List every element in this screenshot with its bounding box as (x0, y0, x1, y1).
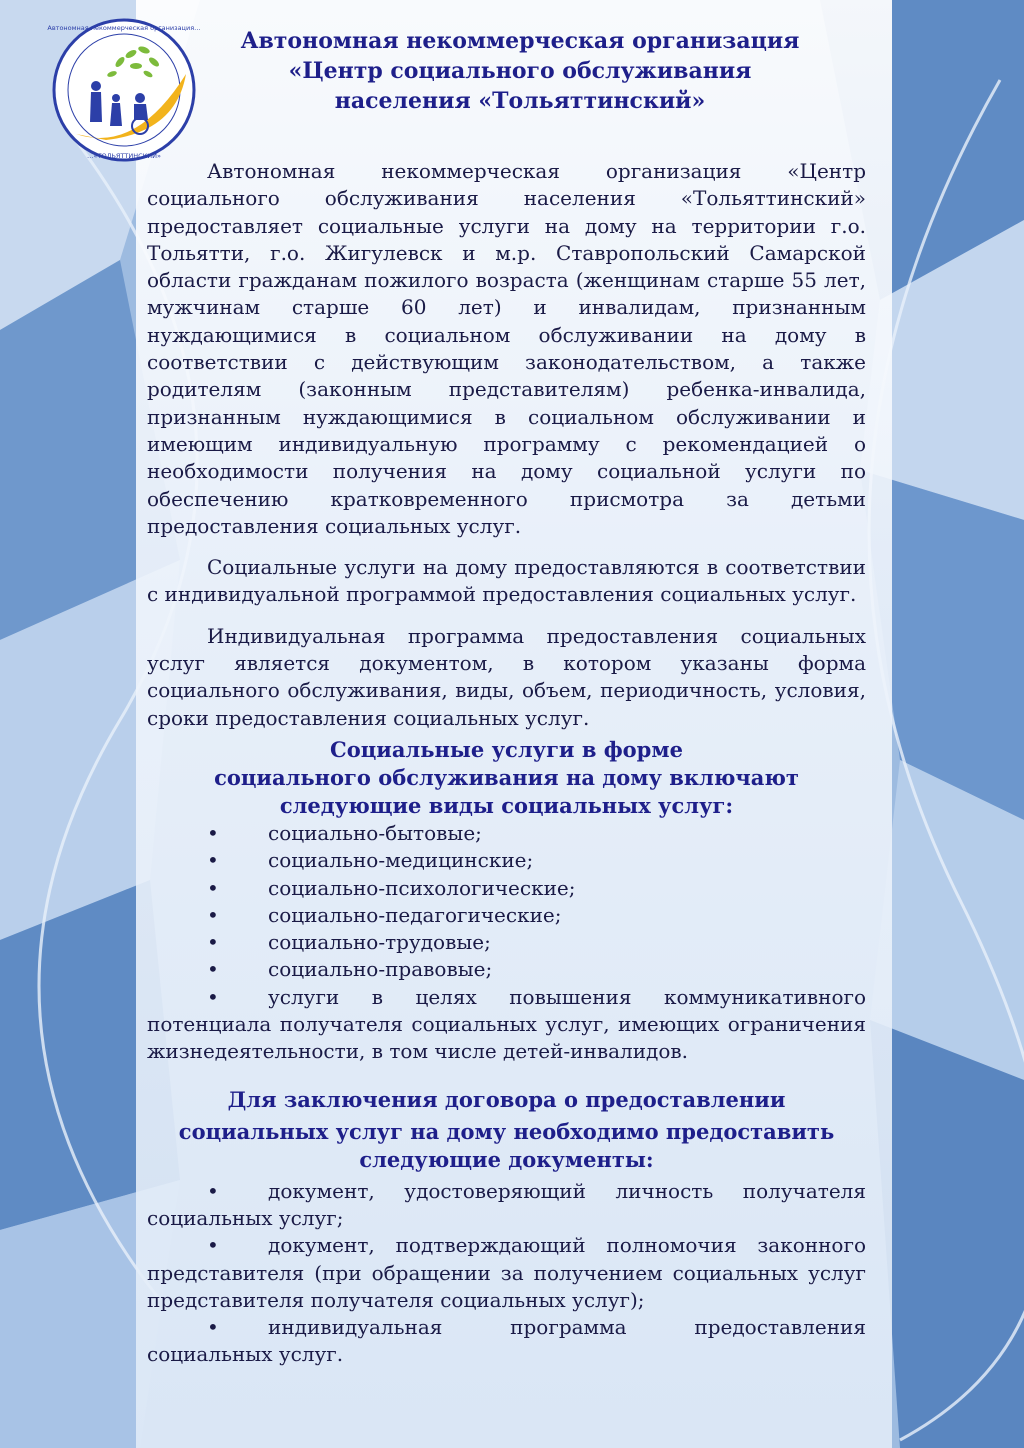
svg-text:…«ТОЛЬЯТТИНСКИЙ»: …«ТОЛЬЯТТИНСКИЙ» (87, 152, 161, 160)
list-item (147, 820, 866, 847)
list-item (147, 847, 866, 874)
bullet-icon: • (207, 984, 219, 1009)
list-item (147, 875, 866, 902)
bullet-icon: • (207, 957, 219, 982)
list-item-text: социально-правовые; (268, 957, 493, 982)
intro-paragraph-1: Автономная некоммерческая организация «Центр социального обслуживания населения «Тольяттинский» предоставляет социальные услуги на дому на территории г.о. Тольятти, г.о. Жигулевск и м.р. Ставропольский Самарской области гражданам пожилого возраста (женщинам старше 55 лет, мужчинам старше 60 лет) и инвалидам, признанным нуждающимися в социальном обслуживании на дому в соответствии с действующим законодательством, а также родителям (законным представителям) ребенка-инвалида, признанным нуждающимися в социальном обслуживании и имеющим индивидуальную программу с рекомендацией о необходимости получения на дому социальной услуги по обеспечению кратковременного присмотра за детьми предоставления социальных услуг. (147, 159, 866, 538)
documents-heading-line-3: следующие документы: (359, 1146, 654, 1172)
services-heading-line-2: социального обслуживания на дому включают (214, 764, 799, 790)
bullet-icon: • (207, 902, 219, 927)
bullet-icon: • (207, 930, 219, 955)
title-line-1: Автономная некоммерческая организация (240, 28, 800, 54)
list-item-text: социально-медицинские; (268, 848, 534, 873)
list-item-text: документ, удостоверяющий личность получателя социальных услуг; (147, 1178, 866, 1230)
documents-heading (147, 1086, 866, 1174)
bullet-icon: • (207, 1233, 219, 1258)
documents-heading-line-1: Для заключения договора о предоставлении (227, 1086, 786, 1112)
page-title (210, 26, 830, 116)
bullet-icon: • (207, 1315, 219, 1340)
intro-paragraph-2: Социальные услуги на дому предоставляются в соответствии с индивидуальной программой предоставления социальных услуг. (147, 555, 866, 607)
list-item (147, 1314, 866, 1369)
list-item (147, 1232, 866, 1314)
list-item (147, 929, 866, 956)
list-item-text: социально-трудовые; (268, 930, 491, 955)
bullet-icon: • (207, 875, 219, 900)
title-line-2: «Центр социального обслуживания (288, 58, 752, 84)
bullet-icon: • (207, 820, 219, 845)
list-item (147, 984, 866, 1066)
services-heading-line-3: следующие виды социальных услуг: (279, 792, 734, 818)
bullet-icon: • (207, 848, 219, 873)
organization-logo (36, 14, 216, 164)
list-item-text: социально-бытовые; (268, 820, 482, 845)
list-item (147, 1178, 866, 1233)
list-item (147, 956, 866, 983)
services-heading (147, 736, 866, 820)
documents-list (147, 1178, 866, 1369)
list-item (147, 902, 866, 929)
services-heading-line-1: Социальные услуги в форме (330, 736, 683, 762)
title-line-3: населения «Тольяттинский» (334, 88, 706, 114)
bullet-icon: • (207, 1178, 219, 1203)
svg-text:Автономная некоммерческая орга: Автономная некоммерческая организация… (47, 24, 201, 32)
list-item-text: услуги в целях повышения коммуникативного потенциала получателя социальных услуг, имеющих ограничения жизнедеятельности, в том числе детей-инвалидов. (147, 984, 866, 1064)
list-item-text: документ, подтверждающий полномочия законного представителя (при обращении за получением социальных услуг представителя получателя социальных услуг); (147, 1233, 866, 1312)
services-list (147, 820, 866, 1066)
list-item-text: индивидуальная программа предоставления социальных услуг. (147, 1315, 866, 1367)
intro-paragraph-3: Индивидуальная программа предоставления социальных услуг является документом, в котором указаны форма социального обслуживания, виды, объем, периодичность, условия, сроки предоставления социальных услуг. (147, 623, 866, 730)
list-item-text: социально-психологические; (268, 875, 576, 900)
document-body (147, 158, 866, 1369)
documents-heading-line-2: социальных услуг на дому необходимо предоставить (178, 1118, 835, 1144)
list-item-text: социально-педагогические; (268, 902, 562, 927)
